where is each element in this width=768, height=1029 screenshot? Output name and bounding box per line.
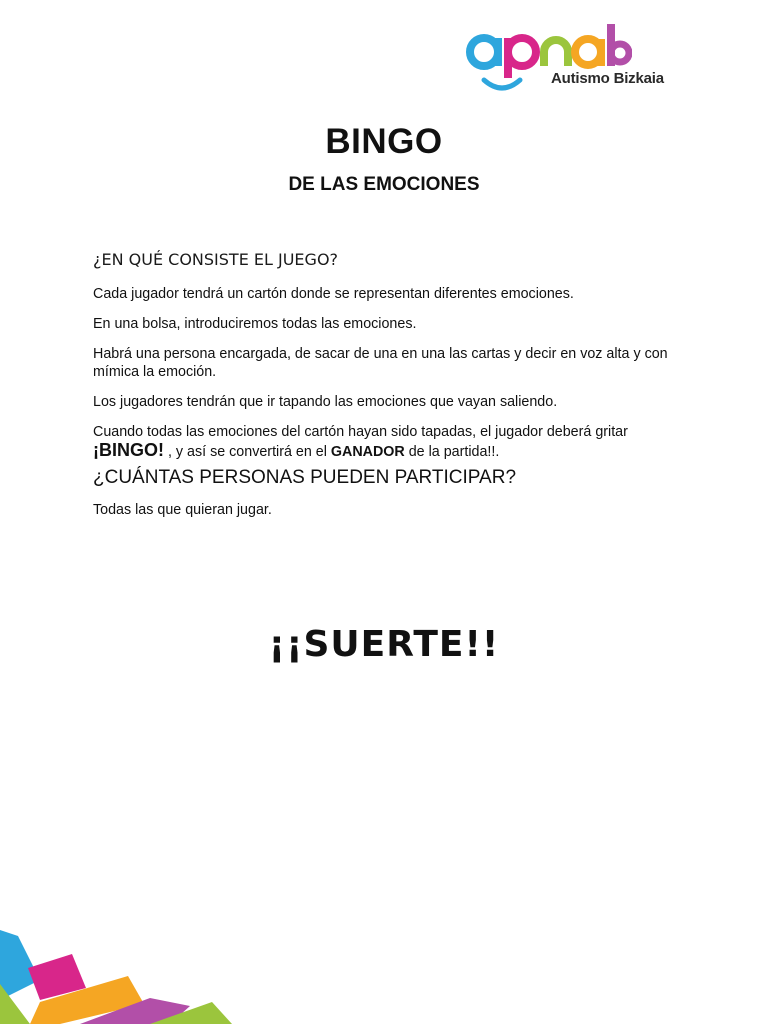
paragraph: Cada jugador tendrá un cartón donde se representan diferentes emociones. xyxy=(93,286,574,302)
section-heading-participants: ¿CUÁNTAS PERSONAS PUEDEN PARTICIPAR? xyxy=(93,467,517,488)
page-subtitle: DE LAS EMOCIONES xyxy=(288,174,480,195)
paragraph: En una bolsa, introduciremos todas las emociones. xyxy=(93,316,417,332)
final-mid: , y así se convertirá en el xyxy=(164,444,331,460)
final-end: de la partida!!. xyxy=(404,444,500,460)
decorative-stripes xyxy=(0,920,240,1024)
final-line-1: Cuando todas las emociones del cartón hayan sido tapadas, el jugador deberá gritar xyxy=(93,424,628,440)
decorative-corner xyxy=(0,920,240,1024)
page-title: BINGO xyxy=(325,122,443,161)
section-heading-how-to-play: ¿EN QUÉ CONSISTE EL JUEGO? xyxy=(93,250,339,269)
logo-subtitle: Autismo Bizkaia xyxy=(551,70,664,87)
paragraph-final xyxy=(93,423,678,461)
paragraph: Los jugadores tendrán que ir tapando las emociones que vayan saliendo. xyxy=(93,394,558,410)
bingo-word: ¡BINGO! xyxy=(93,440,164,460)
apnabi-logo xyxy=(462,22,682,102)
good-luck-heading: ¡¡SUERTE!! xyxy=(268,624,500,665)
main-content xyxy=(93,250,678,531)
winner-word: GANADOR xyxy=(330,444,405,460)
paragraph: Todas las que quieran jugar. xyxy=(93,502,272,518)
paragraph: Habrá una persona encargada, de sacar de una en una las cartas y decir en voz alta y con mímica la emoción. xyxy=(93,346,668,380)
